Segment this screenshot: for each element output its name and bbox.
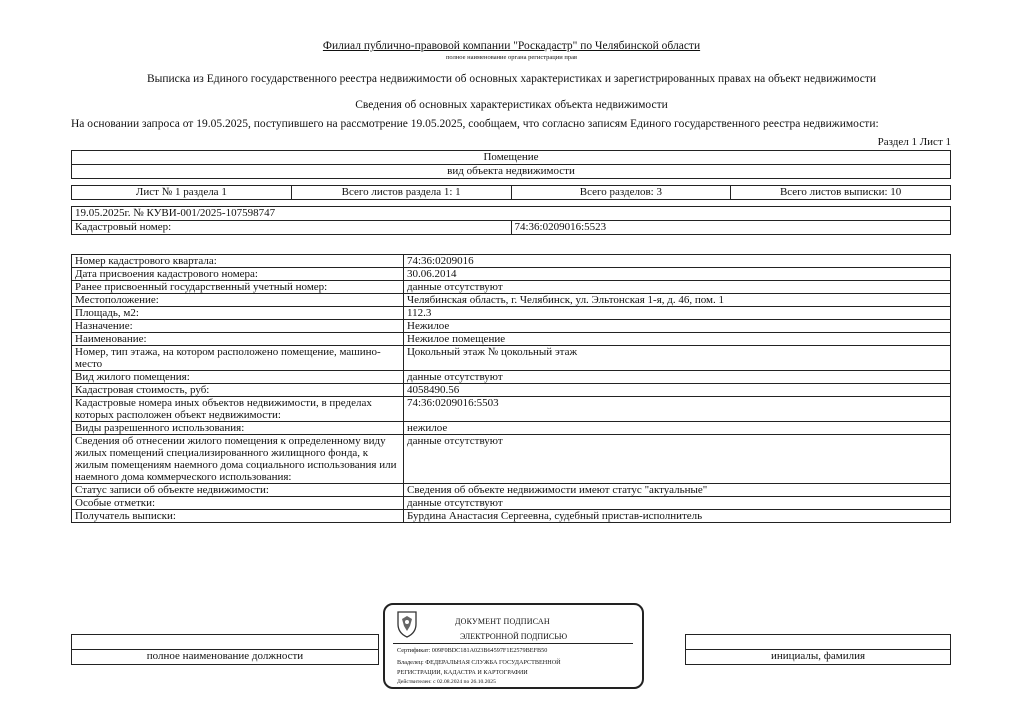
property-row [72, 346, 951, 371]
property-label: Ранее присвоенный государственный учетный номер: [72, 281, 404, 294]
property-value: 30.06.2014 [404, 268, 951, 281]
stamp-line-2: ЭЛЕКТРОННОЙ ПОДПИСЬЮ [460, 632, 568, 641]
object-type-table [71, 150, 951, 179]
property-label: Сведения об отнесении жилого помещения к определенному виду жилых помещений специализированного жилищного фонда, к жилым помещениям наемного дома социального использования или наемного дома коммерческого использования: [72, 435, 404, 484]
property-value: данные отсутствуют [404, 281, 951, 294]
property-row [72, 294, 951, 307]
property-value: Цокольный этаж № цокольный этаж [404, 346, 951, 371]
property-value: данные отсутствуют [404, 497, 951, 510]
initials-caption: инициалы, фамилия [686, 650, 951, 665]
sheet-of-section: Лист № 1 раздела 1 [72, 186, 292, 200]
property-label: Вид жилого помещения: [72, 371, 404, 384]
property-label: Получатель выписки: [72, 510, 404, 523]
property-row [72, 435, 951, 484]
property-row [72, 510, 951, 523]
property-row [72, 384, 951, 397]
property-row [72, 497, 951, 510]
extract-title: Выписка из Единого государственного реестра недвижимости об основных характеристиках и зарегистрированных правах на объект недвижимости [146, 73, 877, 85]
property-row [72, 255, 951, 268]
stamp-owner: Владелец: ФЕДЕРАЛЬНАЯ СЛУЖБА ГОСУДАРСТВЕННОЙ [397, 659, 561, 666]
initials-blank [686, 635, 951, 650]
stamp-line-1: ДОКУМЕНТ ПОДПИСАН [455, 617, 550, 626]
total-sections: Всего разделов: 3 [511, 186, 731, 200]
object-type: Помещение [72, 151, 951, 165]
property-label: Наименование: [72, 333, 404, 346]
property-label: Местоположение: [72, 294, 404, 307]
property-row [72, 307, 951, 320]
property-row [72, 333, 951, 346]
section-title: Сведения об основных характеристиках объекта недвижимости [355, 99, 668, 111]
property-row [72, 422, 951, 435]
org-title: Филиал публично-правовой компании "Роскадастр" по Челябинской области [322, 40, 701, 52]
property-row [72, 371, 951, 384]
property-value: Бурдина Анастасия Сергеевна, судебный пристав-исполнитель [404, 510, 951, 523]
property-label: Назначение: [72, 320, 404, 333]
sheets-table [71, 185, 951, 200]
property-value: 112.3 [404, 307, 951, 320]
object-type-caption: вид объекта недвижимости [72, 165, 951, 179]
property-value: Нежилое помещение [404, 333, 951, 346]
eagle-emblem-icon [395, 610, 419, 638]
property-value: Нежилое [404, 320, 951, 333]
property-row [72, 281, 951, 294]
total-sheets-section: Всего листов раздела 1: 1 [291, 186, 511, 200]
property-label: Кадастровые номера иных объектов недвижимости, в пределах которых расположен объект недвижимости: [72, 397, 404, 422]
properties-table [71, 254, 951, 523]
stamp-divider [393, 643, 633, 644]
property-row [72, 397, 951, 422]
property-label: Номер кадастрового квартала: [72, 255, 404, 268]
property-label: Статус записи об объекте недвижимости: [72, 484, 404, 497]
property-value: 74:36:0209016 [404, 255, 951, 268]
property-value: 74:36:0209016:5503 [404, 397, 951, 422]
cadastral-label: Кадастровый номер: [72, 221, 512, 235]
stamp-certificate: Сертификат: 009F0BDC181A023B64597F1E2579BEFB50 [397, 647, 548, 654]
property-label: Номер, тип этажа, на котором расположено помещение, машино-место [72, 346, 404, 371]
property-row [72, 484, 951, 497]
position-caption: полное наименование должности [72, 650, 379, 665]
record-date-number: 19.05.2025г. № КУВИ-001/2025-107598747 [72, 207, 951, 221]
property-value: данные отсутствуют [404, 371, 951, 384]
property-label: Дата присвоения кадастрового номера: [72, 268, 404, 281]
basis-text: На основании запроса от 19.05.2025, поступившего на рассмотрение 19.05.2025, сообщаем, что согласно записям Единого государственного реестра недвижимости: [71, 118, 879, 130]
property-label: Площадь, м2: [72, 307, 404, 320]
org-subtitle: полное наименование органа регистрации прав [445, 54, 578, 61]
position-blank [72, 635, 379, 650]
stamp-valid: Действителен: с 02.08.2024 по 26.10.2025 [397, 679, 496, 685]
property-value: 4058490.56 [404, 384, 951, 397]
property-label: Особые отметки: [72, 497, 404, 510]
e-signature-stamp [383, 603, 644, 689]
property-row [72, 268, 951, 281]
property-row [72, 320, 951, 333]
property-value: данные отсутствуют [404, 435, 951, 484]
razdel-label: Раздел 1 Лист 1 [877, 136, 951, 148]
total-sheets-extract: Всего листов выписки: 10 [731, 186, 951, 200]
property-value: Челябинская область, г. Челябинск, ул. Эльтонская 1-я, д. 46, пом. 1 [404, 294, 951, 307]
property-value: Сведения об объекте недвижимости имеют статус "актуальные" [404, 484, 951, 497]
property-label: Кадастровая стоимость, руб: [72, 384, 404, 397]
cadastral-value: 74:36:0209016:5523 [511, 221, 951, 235]
property-value: нежилое [404, 422, 951, 435]
property-label: Виды разрешенного использования: [72, 422, 404, 435]
stamp-owner-2: РЕГИСТРАЦИИ, КАДАСТРА И КАРТОГРАФИИ [397, 669, 528, 676]
record-table [71, 206, 951, 235]
